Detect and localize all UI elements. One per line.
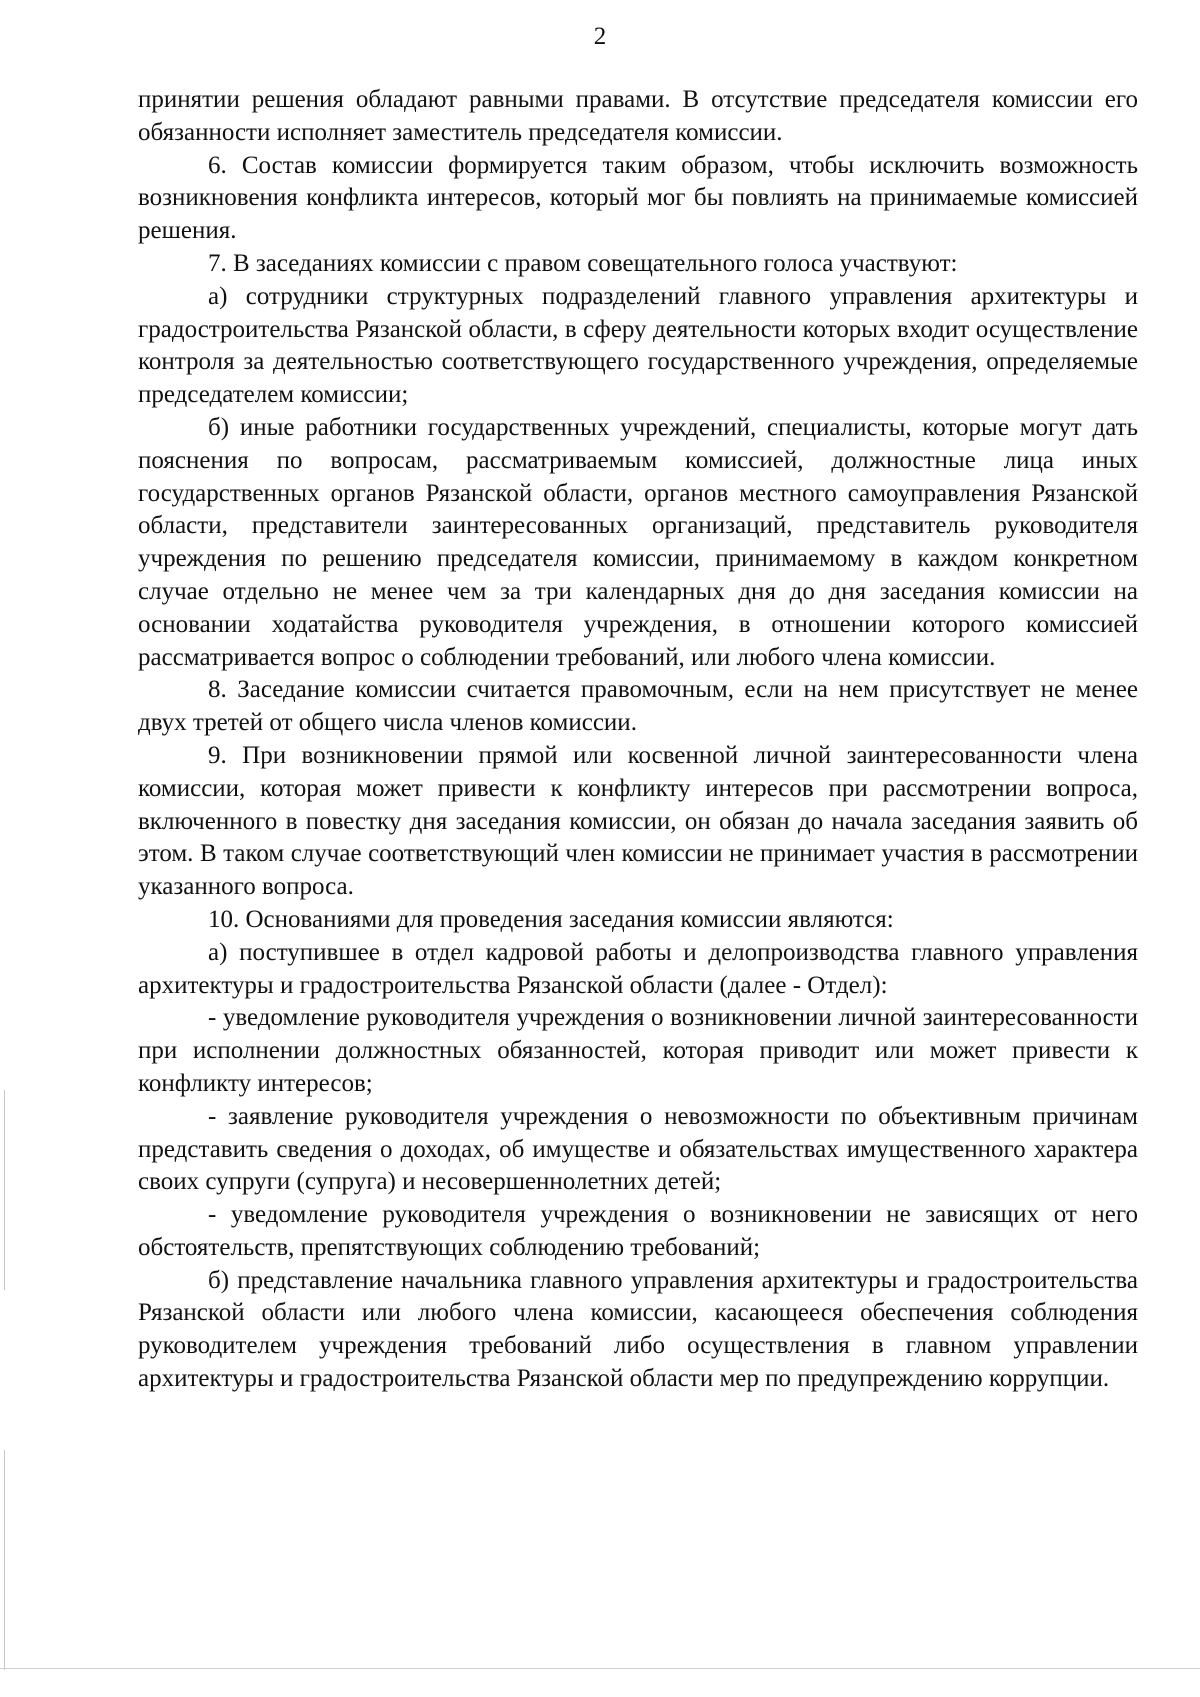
paragraph-dash-notification-interest: - уведомление руководителя учреждения о возникновении личной заинтересованности при исполнении должностных обязанностей, которая приводит или может привести к конфликту интересов; bbox=[138, 1004, 1138, 1097]
scan-edge-mark bbox=[4, 1090, 5, 1290]
paragraph-item-7a: а) сотрудники структурных подразделений главного управления архитектуры и градостроительства Рязанской области, в сферу деятельности которых входит осуществление контроля за деятельностью соответствующего государственного учреждения, определяемые председателем комиссии; bbox=[138, 282, 1138, 409]
document-body bbox=[138, 84, 1138, 1396]
scan-edge-mark bbox=[4, 1450, 5, 1670]
paragraph-item-7b: б) иные работники государственных учреждений, специалисты, которые могут дать пояснения по вопросам, рассматриваемым комиссией, должностные лица иных государственных органов Рязанской области, органов местного самоуправления Рязанской области, представители заинтересованных организаций, представитель руководителя учреждения по решению председателя комиссии, принимаемому в каждом конкретном случае отдельно не менее чем за три календарных дня до дня заседания комиссии на основании ходатайства руководителя учреждения, в отношении которого комиссией рассматривается вопрос о соблюдении требований, или любого члена комиссии. bbox=[138, 413, 1138, 671]
paragraph-item-6: 6. Состав комиссии формируется таким образом, чтобы исключить возможность возникновения конфликта интересов, который мог бы повлиять на принимаемые комиссией решения. bbox=[138, 151, 1138, 245]
paragraph-item-10: 10. Основаниями для проведения заседания комиссии являются: bbox=[208, 905, 894, 933]
paragraph-item-8: 8. Заседание комиссии считается правомочным, если на нем присутствует не менее двух третей от общего числа членов комиссии. bbox=[138, 676, 1138, 737]
paragraph-item-7: 7. В заседаниях комиссии с правом совещательного голоса участвуют: bbox=[208, 249, 958, 277]
paragraph-dash-notification-circumstances: - уведомление руководителя учреждения о возникновении не зависящих от него обстоятельств, препятствующих соблюдению требований; bbox=[138, 1201, 1138, 1261]
paragraph-continuation: принятии решения обладают равными правами. В отсутствие председателя комиссии его обязанности исполняет заместитель председателя комиссии. bbox=[138, 86, 1138, 146]
scan-bottom-edge bbox=[0, 1668, 1200, 1669]
paragraph-item-10b: б) представление начальника главного управления архитектуры и градостроительства Рязанской области или любого члена комиссии, касающееся обеспечения соблюдения руководителем учреждения требований либо осуществления в главном управлении архитектуры и градостроительства Рязанской области мер по предупреждению коррупции. bbox=[138, 1266, 1138, 1393]
paragraph-item-10a: а) поступившее в отдел кадровой работы и делопроизводства главного управления архитектуры и градостроительства Рязанской области (далее - Отдел): bbox=[138, 938, 1138, 999]
paragraph-item-9: 9. При возникновении прямой или косвенной личной заинтересованности члена комиссии, которая может привести к конфликту интересов при рассмотрении вопроса, включенного в повестку дня заседания комиссии, он обязан до начала заседания заявить об этом. В таком случае соответствующий член комиссии не принимает участия в рассмотрении указанного вопроса. bbox=[138, 741, 1138, 901]
page-number: 2 bbox=[593, 23, 607, 50]
paragraph-dash-statement-income: - заявление руководителя учреждения о невозможности по объективным причинам представить сведения о доходах, об имуществе и обязательствах имущественного характера своих супруги (супруга) и несовершеннолетних детей; bbox=[138, 1102, 1138, 1196]
